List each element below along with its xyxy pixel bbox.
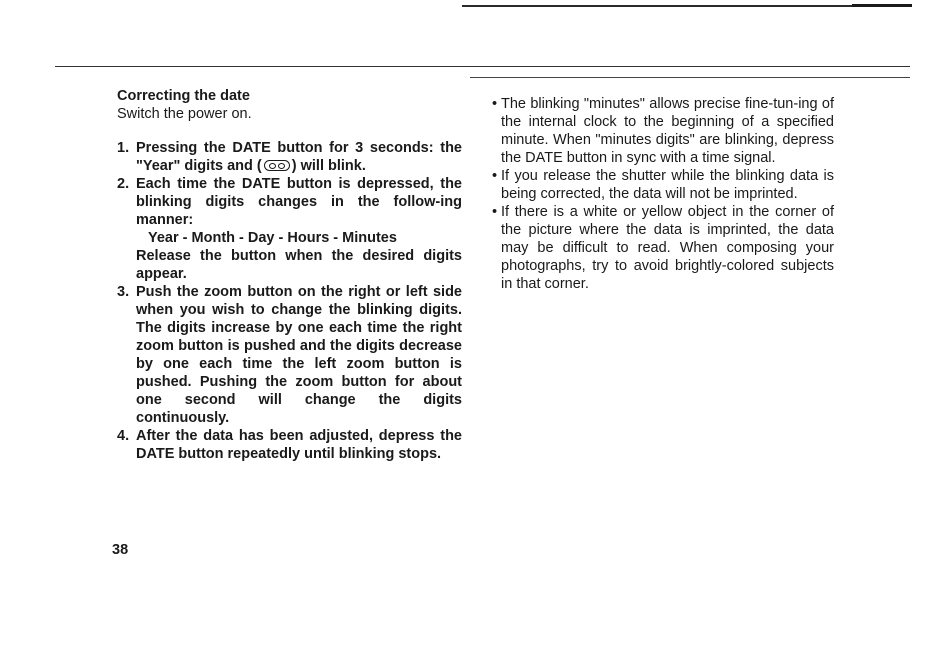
note-item [492, 203, 834, 293]
step-text: Each time the DATE button is depressed, the blinking digits changes in the follow-ing manner: [136, 176, 462, 228]
step-text: After the data has been adjusted, depress the DATE button repeatedly until blinking stops. [136, 428, 462, 462]
steps-list [117, 139, 462, 463]
top-rule [462, 5, 912, 7]
section-subheading: Switch the power on. [117, 106, 252, 122]
note-text: If there is a white or yellow object in the corner of the picture where the data is imprinted, the data may be difficult to read. When composing your photographs, try to avoid brightly-colored subjects in that corner. [501, 204, 834, 292]
notes-list [492, 95, 834, 293]
step-number: 3. [117, 284, 130, 300]
step-item [117, 427, 462, 463]
note-item [492, 167, 834, 203]
digit-sequence: Year - Month - Day - Hours - Minutes [148, 230, 397, 246]
bullet-icon: • [492, 168, 498, 184]
note-item [492, 95, 834, 167]
step-number: 2. [117, 176, 130, 192]
step-number: 1. [117, 140, 130, 156]
step-item [117, 175, 462, 283]
bullet-icon: • [492, 96, 498, 112]
step-number: 4. [117, 428, 130, 444]
header-rule-right [470, 77, 910, 78]
step-text: Pressing the DATE button for 3 seconds: the "Year" digits and ( [136, 140, 462, 174]
note-text: The blinking "minutes" allows precise fine-tun-ing of the internal clock to the beginning of a specified minute. When "minutes digits" are blinking, depress the DATE button in sync with a time signal. [501, 96, 834, 166]
note-text: If you release the shutter while the blinking data is being corrected, the data will not be imprinted. [501, 168, 834, 202]
bullet-icon: • [492, 204, 498, 220]
left-column [117, 87, 462, 463]
step-text: Push the zoom button on the right or left side when you wish to change the blinking digits. The digits increase by one each time the right zoom button is pushed and the digits decrease by one each time the left zoom button is pushed. Pushing the zoom button for about one second will change the digits continuously. [136, 284, 462, 426]
header-rule [55, 66, 910, 67]
step-item [117, 283, 462, 427]
step-item [117, 139, 462, 175]
section-heading: Correcting the date [117, 88, 250, 104]
page-number: 38 [112, 542, 129, 558]
step-text-continued: ) will blink. [291, 158, 366, 174]
right-column [492, 95, 834, 293]
step-text-continued: Release the button when the desired digits appear. [136, 248, 462, 282]
date-imprint-symbol-icon [264, 160, 290, 171]
